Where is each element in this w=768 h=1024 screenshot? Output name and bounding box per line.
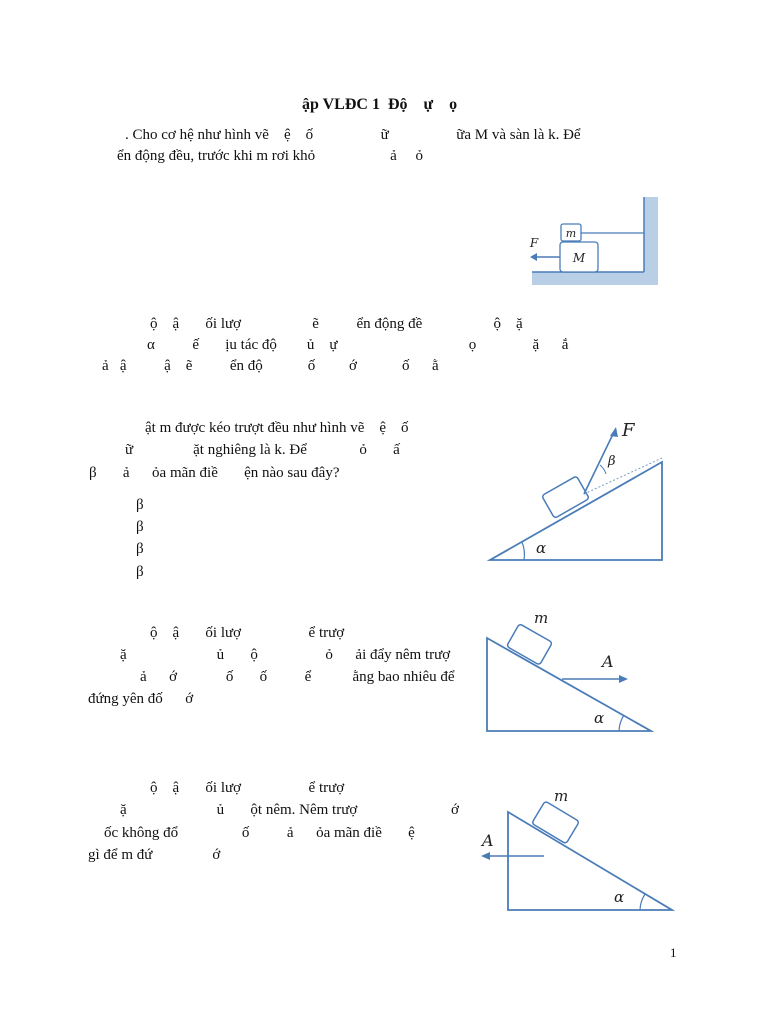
- block-m: [507, 624, 553, 665]
- problem3-option-a: β: [136, 497, 144, 513]
- problem3-figure: [484, 410, 674, 570]
- problem4-line1: ộ ậ ối lượ ể trượ: [150, 625, 345, 641]
- label-alpha: α: [536, 539, 547, 557]
- block-m: [532, 801, 580, 844]
- label-A: A: [482, 831, 494, 850]
- problem4-line3: ả ớ ố ố ể ằng bao nhiêu để: [140, 669, 455, 685]
- label-M: M: [572, 251, 586, 265]
- problem2-line2: α ế ịu tác độ ủ ự ọ ặ ắ: [147, 337, 569, 353]
- problem1-line1: . Cho cơ hệ như hình vẽ ệ ố ữ ữa M và sàn là k. Để: [125, 127, 581, 143]
- label-alpha: α: [594, 709, 605, 727]
- problem1-figure: [522, 195, 662, 290]
- label-F: F: [529, 236, 539, 250]
- problem5-line3: ốc không đổ ố ả ỏa mãn điề ệ: [104, 825, 415, 841]
- label-beta: β: [608, 454, 616, 469]
- label-alpha: α: [614, 888, 625, 906]
- problem5-figure: [474, 780, 674, 915]
- problem1-line2: ển động đều, trước khi m rơi khỏ ả ỏ: [117, 148, 424, 164]
- problem3-option-d: β: [136, 564, 144, 580]
- label-A: A: [602, 652, 614, 671]
- label-m: m: [554, 787, 569, 805]
- block-m: [542, 476, 590, 518]
- problem3-option-c: β: [136, 541, 144, 557]
- problem3-option-b: β: [136, 519, 144, 535]
- wedge: [487, 638, 651, 731]
- problem2-line3: ả ậ ậ ẽ ển độ ố ớ ố ằ: [102, 358, 439, 374]
- problem4-figure: [482, 605, 662, 735]
- problem3-line2: ữ ặt nghiêng là k. Để ỏ ấ: [125, 442, 400, 458]
- problem2-line1: ộ ậ ối lượ ẽ ển động đề ộ ặ: [150, 316, 523, 332]
- label-m: m: [534, 609, 549, 627]
- label-F: F: [622, 420, 635, 441]
- floor: [532, 272, 658, 285]
- problem3-line1: ật m được kéo trượt đều như hình vẽ ệ ố: [145, 420, 409, 436]
- wall: [644, 197, 658, 285]
- problem4-line4: đứng yên đố ớ: [88, 691, 194, 707]
- page-number: 1: [670, 945, 677, 960]
- label-m: m: [565, 227, 577, 240]
- problem5-line1: ộ ậ ối lượ ể trượ: [150, 780, 345, 796]
- page-title: ập VLĐC 1 Độ ự ọ: [302, 96, 458, 113]
- wedge: [508, 812, 672, 910]
- problem5-line4: gì để m đứ ớ: [88, 847, 221, 863]
- problem3-line3: β ả ỏa mãn điề ện nào sau đây?: [89, 465, 340, 481]
- problem4-line2: ặ ủ ộ ỏ ải đẩy nêm trượ: [120, 647, 451, 663]
- problem5-line2: ặ ủ ột nêm. Nêm trượ ớ: [120, 802, 459, 818]
